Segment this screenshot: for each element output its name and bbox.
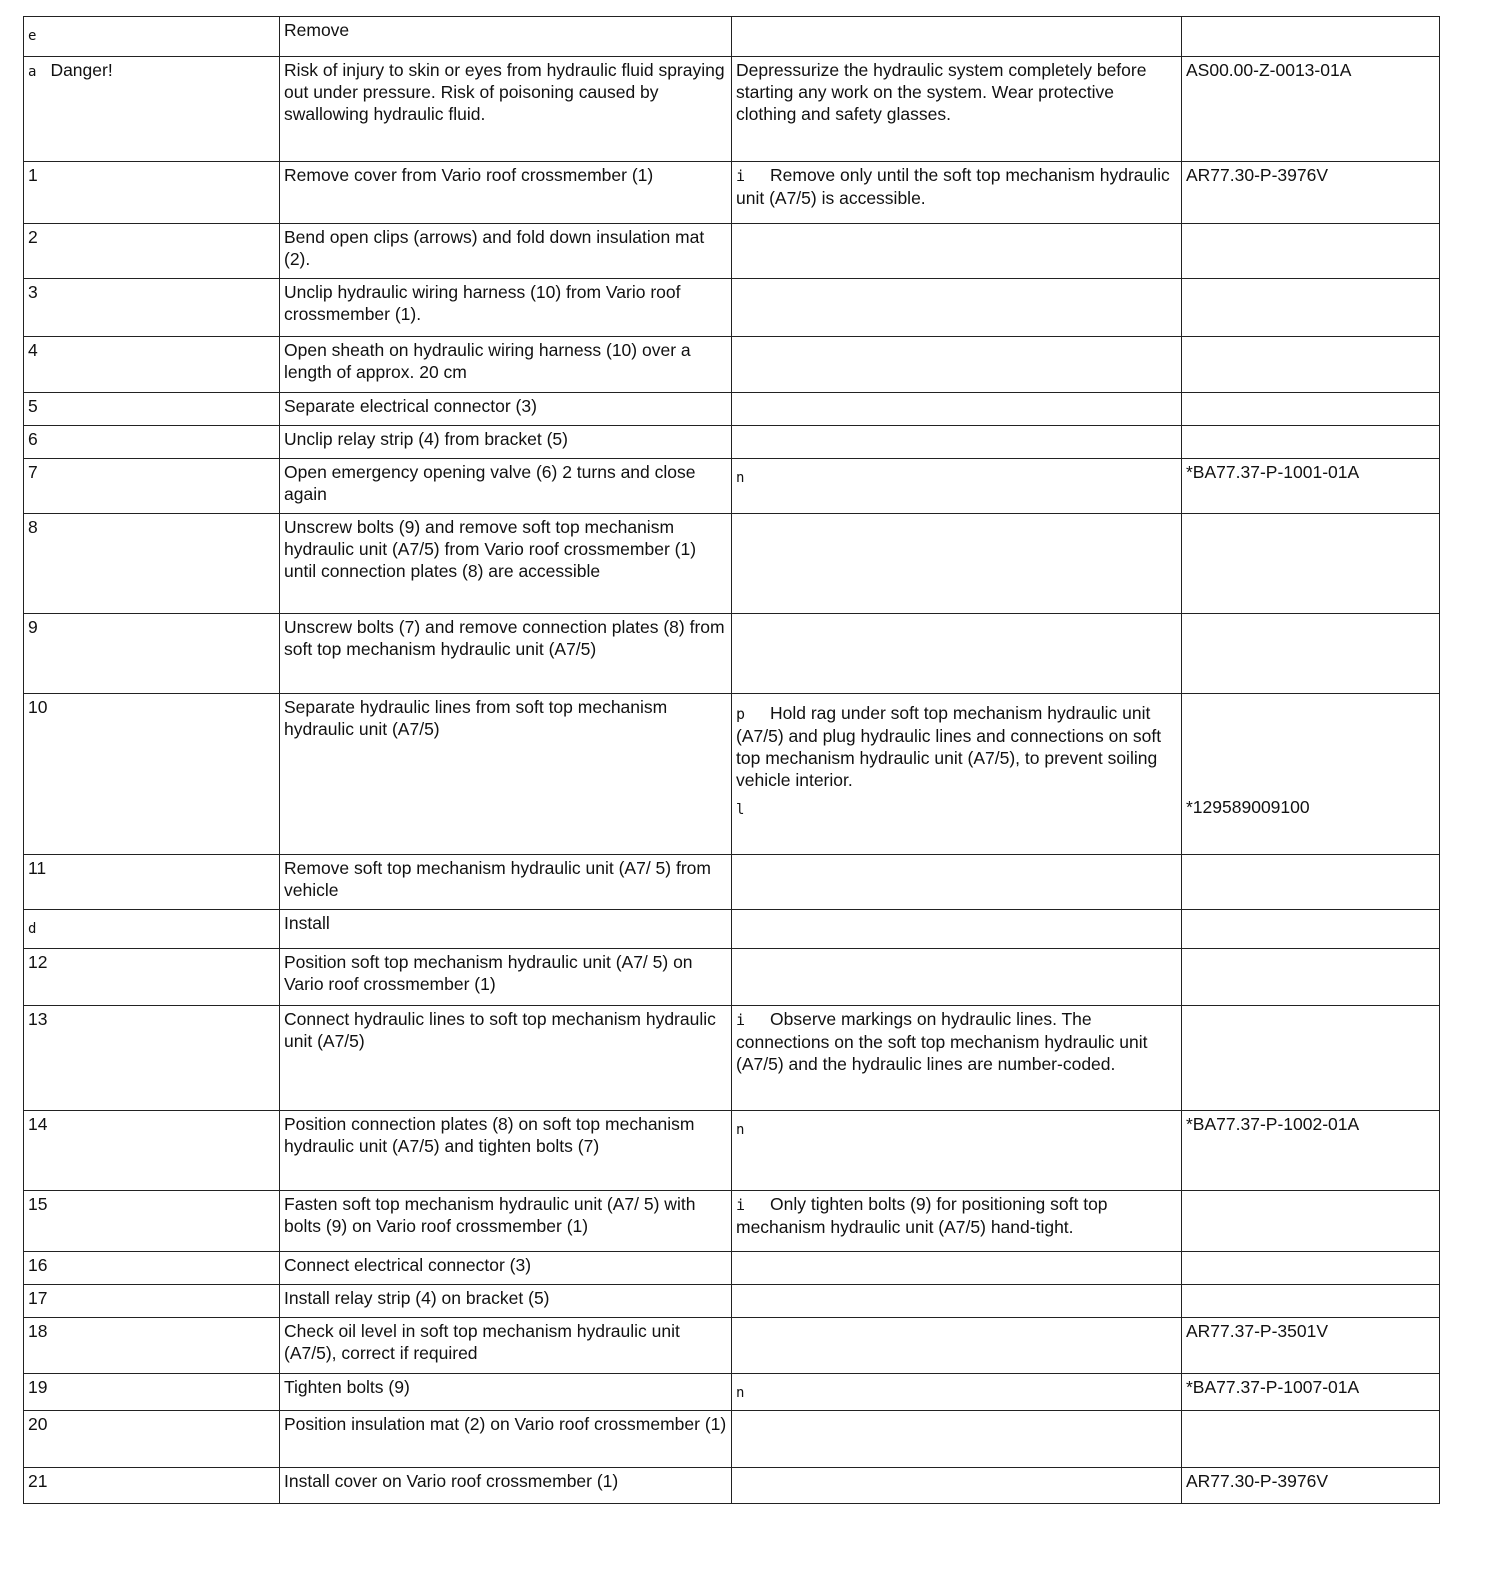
action-text: Fasten soft top mechanism hydraulic unit (A7/ 5) with bolts (9) on Vario roof crossmember (1): [284, 1194, 696, 1236]
action-cell: [280, 393, 732, 426]
action-cell: [280, 57, 732, 162]
step-number: 21: [28, 1471, 48, 1491]
note-cell: [732, 1374, 1182, 1411]
note-cell: [732, 514, 1182, 614]
action-cell: [280, 426, 732, 459]
action-cell: [280, 337, 732, 393]
step-cell: [24, 1411, 280, 1468]
reference-code: AR77.30-P-3976V: [1186, 1471, 1329, 1491]
table-row: [24, 1191, 1440, 1252]
ref-cell: [1182, 57, 1440, 162]
ref-cell: [1182, 949, 1440, 1006]
step-cell: [24, 694, 280, 855]
table-row: [24, 393, 1440, 426]
note-cell: [732, 426, 1182, 459]
remove-section-symbol: e: [28, 28, 37, 44]
step-cell: [24, 459, 280, 514]
ref-cell: [1182, 459, 1440, 514]
ref-cell: [1182, 426, 1440, 459]
info-symbol: i: [736, 1011, 746, 1029]
action-text: Position connection plates (8) on soft top mechanism hydraulic unit (A7/5) and tighten bolts (7): [284, 1114, 695, 1156]
tool-symbol: l: [736, 802, 745, 818]
step-number: 15: [28, 1194, 48, 1214]
note-cell: [732, 910, 1182, 949]
table-row: [24, 949, 1440, 1006]
table-row: [24, 1468, 1440, 1504]
action-text: Unclip hydraulic wiring harness (10) from Vario roof crossmember (1).: [284, 282, 681, 324]
ref-cell: [1182, 1252, 1440, 1285]
table-row: [24, 426, 1440, 459]
tightening-torque-symbol: n: [736, 470, 745, 486]
action-cell: [280, 910, 732, 949]
step-cell: [24, 514, 280, 614]
step-number: 18: [28, 1321, 48, 1341]
step-cell: [24, 1252, 280, 1285]
action-cell: [280, 1374, 732, 1411]
table-row: [24, 694, 1440, 855]
step-cell: [24, 1111, 280, 1191]
procedure-table: [23, 16, 1440, 1504]
action-text: Separate hydraulic lines from soft top mechanism hydraulic unit (A7/5): [284, 697, 668, 739]
table-row: [24, 1111, 1440, 1191]
action-cell: [280, 1252, 732, 1285]
step-number: 4: [28, 340, 38, 360]
step-number: 17: [28, 1288, 48, 1308]
step-cell: [24, 910, 280, 949]
step-cell: [24, 855, 280, 910]
step-number: 1: [28, 165, 38, 185]
install-section-symbol: d: [28, 921, 37, 937]
table-row: [24, 337, 1440, 393]
action-text: Position insulation mat (2) on Vario roof crossmember (1): [284, 1414, 727, 1434]
note-text: Remove only until the soft top mechanism hydraulic unit (A7/5) is accessible.: [736, 165, 1170, 208]
note-cell: [732, 337, 1182, 393]
table-row: [24, 57, 1440, 162]
info-symbol: i: [736, 1196, 746, 1214]
ref-cell: [1182, 162, 1440, 224]
table-row: [24, 459, 1440, 514]
note-cell: [732, 279, 1182, 337]
action-cell: [280, 614, 732, 694]
ref-cell: [1182, 1006, 1440, 1111]
step-cell: [24, 1006, 280, 1111]
note-cell: [732, 1252, 1182, 1285]
step-number: 20: [28, 1414, 48, 1434]
note-cell: [732, 1411, 1182, 1468]
step-cell: [24, 614, 280, 694]
reference-code: AR77.30-P-3976V: [1186, 165, 1329, 185]
action-cell: [280, 459, 732, 514]
action-cell: [280, 694, 732, 855]
danger-symbol: a: [28, 64, 37, 80]
action-text: Separate electrical connector (3): [284, 396, 537, 416]
ref-cell: [1182, 514, 1440, 614]
action-text: Remove soft top mechanism hydraulic unit (A7/ 5) from vehicle: [284, 858, 711, 900]
ref-cell: [1182, 337, 1440, 393]
action-cell: [280, 1411, 732, 1468]
ref-cell: [1182, 279, 1440, 337]
note-cell: [732, 162, 1182, 224]
note-cell: [732, 855, 1182, 910]
step-number: 9: [28, 617, 38, 637]
tightening-torque-symbol: n: [736, 1122, 745, 1138]
note-cell: [732, 393, 1182, 426]
ref-cell: [1182, 1411, 1440, 1468]
note-cell: [732, 949, 1182, 1006]
action-text: Unscrew bolts (9) and remove soft top mechanism hydraulic unit (A7/5) from Vario roof crossmember (1) until connection plates (8) are accessible: [284, 517, 697, 581]
note-cell: [732, 224, 1182, 279]
step-number: 5: [28, 396, 38, 416]
danger-label: Danger!: [50, 60, 113, 80]
table-row: [24, 279, 1440, 337]
note-text: Depressurize the hydraulic system completely before starting any work on the system. Wear protective clothing and safety glasses.: [736, 60, 1147, 124]
note-cell: [732, 17, 1182, 57]
step-number: 14: [28, 1114, 48, 1134]
ref-cell: [1182, 1468, 1440, 1504]
step-cell: [24, 1468, 280, 1504]
step-number: 2: [28, 227, 38, 247]
reference-code: *BA77.37-P-1001-01A: [1186, 462, 1360, 482]
reference-code: AS00.00-Z-0013-01A: [1186, 60, 1352, 80]
action-text: Connect electrical connector (3): [284, 1255, 532, 1275]
table-row: [24, 162, 1440, 224]
table-row: [24, 614, 1440, 694]
table-row: [24, 224, 1440, 279]
action-text: Position soft top mechanism hydraulic unit (A7/ 5) on Vario roof crossmember (1): [284, 952, 693, 994]
step-number: 11: [28, 858, 47, 878]
action-text: Open sheath on hydraulic wiring harness (10) over a length of approx. 20 cm: [284, 340, 691, 382]
action-cell: [280, 949, 732, 1006]
action-text: Risk of injury to skin or eyes from hydraulic fluid spraying out under pressure. Risk of poisoning caused by swallowing hydraulic fluid.: [284, 60, 725, 124]
table-row: [24, 1252, 1440, 1285]
reference-code: *BA77.37-P-1002-01A: [1186, 1114, 1360, 1134]
reference-code: *129589009100: [1186, 797, 1310, 817]
note-cell: [732, 694, 1182, 855]
note-cell: [732, 1318, 1182, 1374]
action-text: Unclip relay strip (4) from bracket (5): [284, 429, 568, 449]
step-cell: [24, 337, 280, 393]
step-number: 16: [28, 1255, 48, 1275]
note-symbol: p: [736, 705, 746, 723]
step-cell: [24, 162, 280, 224]
table-row: [24, 855, 1440, 910]
ref-cell: [1182, 1318, 1440, 1374]
table-row: [24, 1285, 1440, 1318]
note-cell: [732, 1006, 1182, 1111]
table-row: [24, 1411, 1440, 1468]
step-number: 12: [28, 952, 48, 972]
section-heading: Remove: [284, 20, 350, 40]
note-cell: [732, 1285, 1182, 1318]
note-text: Only tighten bolts (9) for positioning soft top mechanism hydraulic unit (A7/5) hand-tight.: [736, 1194, 1108, 1237]
step-cell: [24, 393, 280, 426]
note-text: Hold rag under soft top mechanism hydraulic unit (A7/5) and plug hydraulic lines and connections on soft top mechanism hydraulic unit (A7/5), to prevent soiling vehicle interior.: [736, 703, 1162, 790]
step-number: 7: [28, 462, 38, 482]
note-cell: [732, 614, 1182, 694]
action-cell: [280, 1468, 732, 1504]
action-cell: [280, 279, 732, 337]
action-cell: [280, 1006, 732, 1111]
action-text: Unscrew bolts (7) and remove connection plates (8) from soft top mechanism hydraulic unit (A7/5): [284, 617, 725, 659]
note-cell: [732, 1468, 1182, 1504]
action-cell: [280, 1191, 732, 1252]
action-text: Remove cover from Vario roof crossmember (1): [284, 165, 654, 185]
ref-cell: [1182, 910, 1440, 949]
action-cell: [280, 855, 732, 910]
step-number: 19: [28, 1377, 48, 1397]
step-cell: [24, 949, 280, 1006]
tightening-torque-symbol: n: [736, 1385, 745, 1401]
action-cell: [280, 1285, 732, 1318]
action-text: Install cover on Vario roof crossmember (1): [284, 1471, 619, 1491]
step-cell: [24, 426, 280, 459]
action-text: Check oil level in soft top mechanism hydraulic unit (A7/5), correct if required: [284, 1321, 680, 1363]
action-cell: [280, 224, 732, 279]
ref-cell: [1182, 1191, 1440, 1252]
ref-cell: [1182, 1285, 1440, 1318]
ref-cell: [1182, 1111, 1440, 1191]
note-cell: [732, 1111, 1182, 1191]
ref-cell: [1182, 224, 1440, 279]
step-cell: [24, 1191, 280, 1252]
action-text: Open emergency opening valve (6) 2 turns and close again: [284, 462, 696, 504]
table-row: [24, 1318, 1440, 1374]
note-cell: [732, 57, 1182, 162]
action-cell: [280, 162, 732, 224]
step-number: 13: [28, 1009, 48, 1029]
step-cell: [24, 57, 280, 162]
step-number: 8: [28, 517, 38, 537]
ref-cell: [1182, 694, 1440, 855]
action-cell: [280, 17, 732, 57]
info-symbol: i: [736, 167, 746, 185]
step-cell: [24, 1285, 280, 1318]
step-number: 3: [28, 282, 38, 302]
ref-cell: [1182, 614, 1440, 694]
action-cell: [280, 1111, 732, 1191]
ref-cell: [1182, 1374, 1440, 1411]
ref-cell: [1182, 17, 1440, 57]
table-row: [24, 910, 1440, 949]
step-cell: [24, 279, 280, 337]
step-cell: [24, 224, 280, 279]
ref-cell: [1182, 855, 1440, 910]
note-text: Observe markings on hydraulic lines. The connections on the soft top mechanism hydraulic unit (A7/5) and the hydraulic lines are number-coded.: [736, 1009, 1148, 1074]
action-cell: [280, 514, 732, 614]
step-cell: [24, 17, 280, 57]
reference-code: AR77.37-P-3501V: [1186, 1321, 1329, 1341]
action-text: Tighten bolts (9): [284, 1377, 410, 1397]
note-cell: [732, 459, 1182, 514]
reference-code: *BA77.37-P-1007-01A: [1186, 1377, 1360, 1397]
table-row: [24, 17, 1440, 57]
step-number: 6: [28, 429, 38, 449]
action-text: Install relay strip (4) on bracket (5): [284, 1288, 550, 1308]
table-row: [24, 1006, 1440, 1111]
table-row: [24, 514, 1440, 614]
action-text: Bend open clips (arrows) and fold down insulation mat (2).: [284, 227, 705, 269]
action-cell: [280, 1318, 732, 1374]
ref-cell: [1182, 393, 1440, 426]
step-cell: [24, 1374, 280, 1411]
step-number: 10: [28, 697, 48, 717]
step-cell: [24, 1318, 280, 1374]
action-text: Connect hydraulic lines to soft top mechanism hydraulic unit (A7/5): [284, 1009, 716, 1051]
section-heading: Install: [284, 913, 330, 933]
note-cell: [732, 1191, 1182, 1252]
table-row: [24, 1374, 1440, 1411]
